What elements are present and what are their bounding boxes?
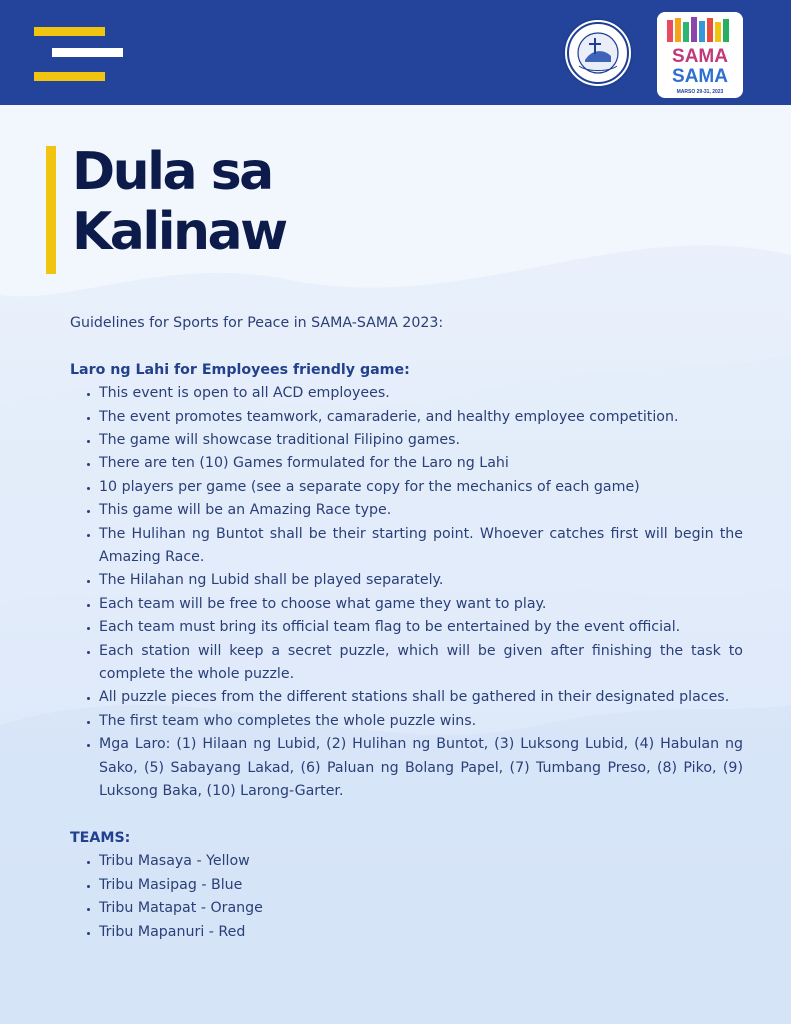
event-logo-word-2: SAMA	[672, 66, 728, 87]
list-item: • There are ten (10) Games formulated for the Laro ng Lahi	[99, 452, 743, 475]
list-item: • Each team must bring its official team flag to be entertained by the event official.	[99, 616, 743, 639]
assumption-college-seal	[563, 18, 633, 88]
menu-bar-bottom	[34, 72, 105, 81]
event-logo-word-1: SAMA	[672, 46, 728, 67]
team-item: • Tribu Masaya - Yellow	[99, 850, 743, 873]
list-item: • This game will be an Amazing Race type.	[99, 499, 743, 522]
laro-list	[70, 382, 743, 803]
list-item: • The first team who completes the whole puzzle wins.	[99, 710, 743, 733]
header-bar	[0, 0, 791, 105]
teams-section	[70, 827, 743, 944]
menu-bar-middle	[52, 48, 123, 57]
list-item: • All puzzle pieces from the different stations shall be gathered in their designated places.	[99, 686, 743, 709]
menu-bar-top	[34, 27, 105, 36]
list-item: • Mga Laro: (1) Hilaan ng Lubid, (2) Hulihan ng Buntot, (3) Luksong Lubid, (4) Habulan ng Sako, (5) Sabayang Lakad, (6) Paluan ng Bolang Papel, (7) Tumbang Preso, (8) Piko, (9) Luksong Baka, (10) Larong-Garter.	[99, 733, 743, 803]
list-item: • Each station will keep a secret puzzle, which will be given after finishing the task to complete the whole puzzle.	[99, 640, 743, 687]
page-title-line-2: Kalinaw	[72, 202, 286, 262]
title-accent-bar	[46, 146, 56, 274]
teams-heading: TEAMS:	[70, 829, 131, 846]
guidelines-content	[70, 312, 743, 944]
teams-list	[70, 850, 743, 944]
laro-heading: Laro ng Lahi for Employees friendly game:	[70, 361, 410, 378]
list-item: • Each team will be free to choose what game they want to play.	[99, 593, 743, 616]
list-item: • The Hulihan ng Buntot shall be their starting point. Whoever catches first will begin the Amazing Race.	[99, 523, 743, 570]
event-logo-date: MARSO 29-31, 2023	[676, 89, 724, 95]
list-item: • The event promotes teamwork, camaraderie, and healthy employee competition.	[99, 406, 743, 429]
team-item: • Tribu Mapanuri - Red	[99, 921, 743, 944]
hamburger-menu-icon[interactable]	[30, 20, 128, 88]
team-item: • Tribu Masipag - Blue	[99, 874, 743, 897]
list-item: • The Hilahan ng Lubid shall be played separately.	[99, 569, 743, 592]
sama-sama-logo	[657, 12, 743, 98]
team-item: • Tribu Matapat - Orange	[99, 897, 743, 920]
list-item: • The game will showcase traditional Filipino games.	[99, 429, 743, 452]
list-item: • This event is open to all ACD employees.	[99, 382, 743, 405]
list-item: • 10 players per game (see a separate copy for the mechanics of each game)	[99, 476, 743, 499]
page-title-line-1: Dula sa	[72, 142, 272, 202]
intro-text: Guidelines for Sports for Peace in SAMA-SAMA 2023:	[70, 315, 444, 331]
page-title	[72, 142, 286, 262]
